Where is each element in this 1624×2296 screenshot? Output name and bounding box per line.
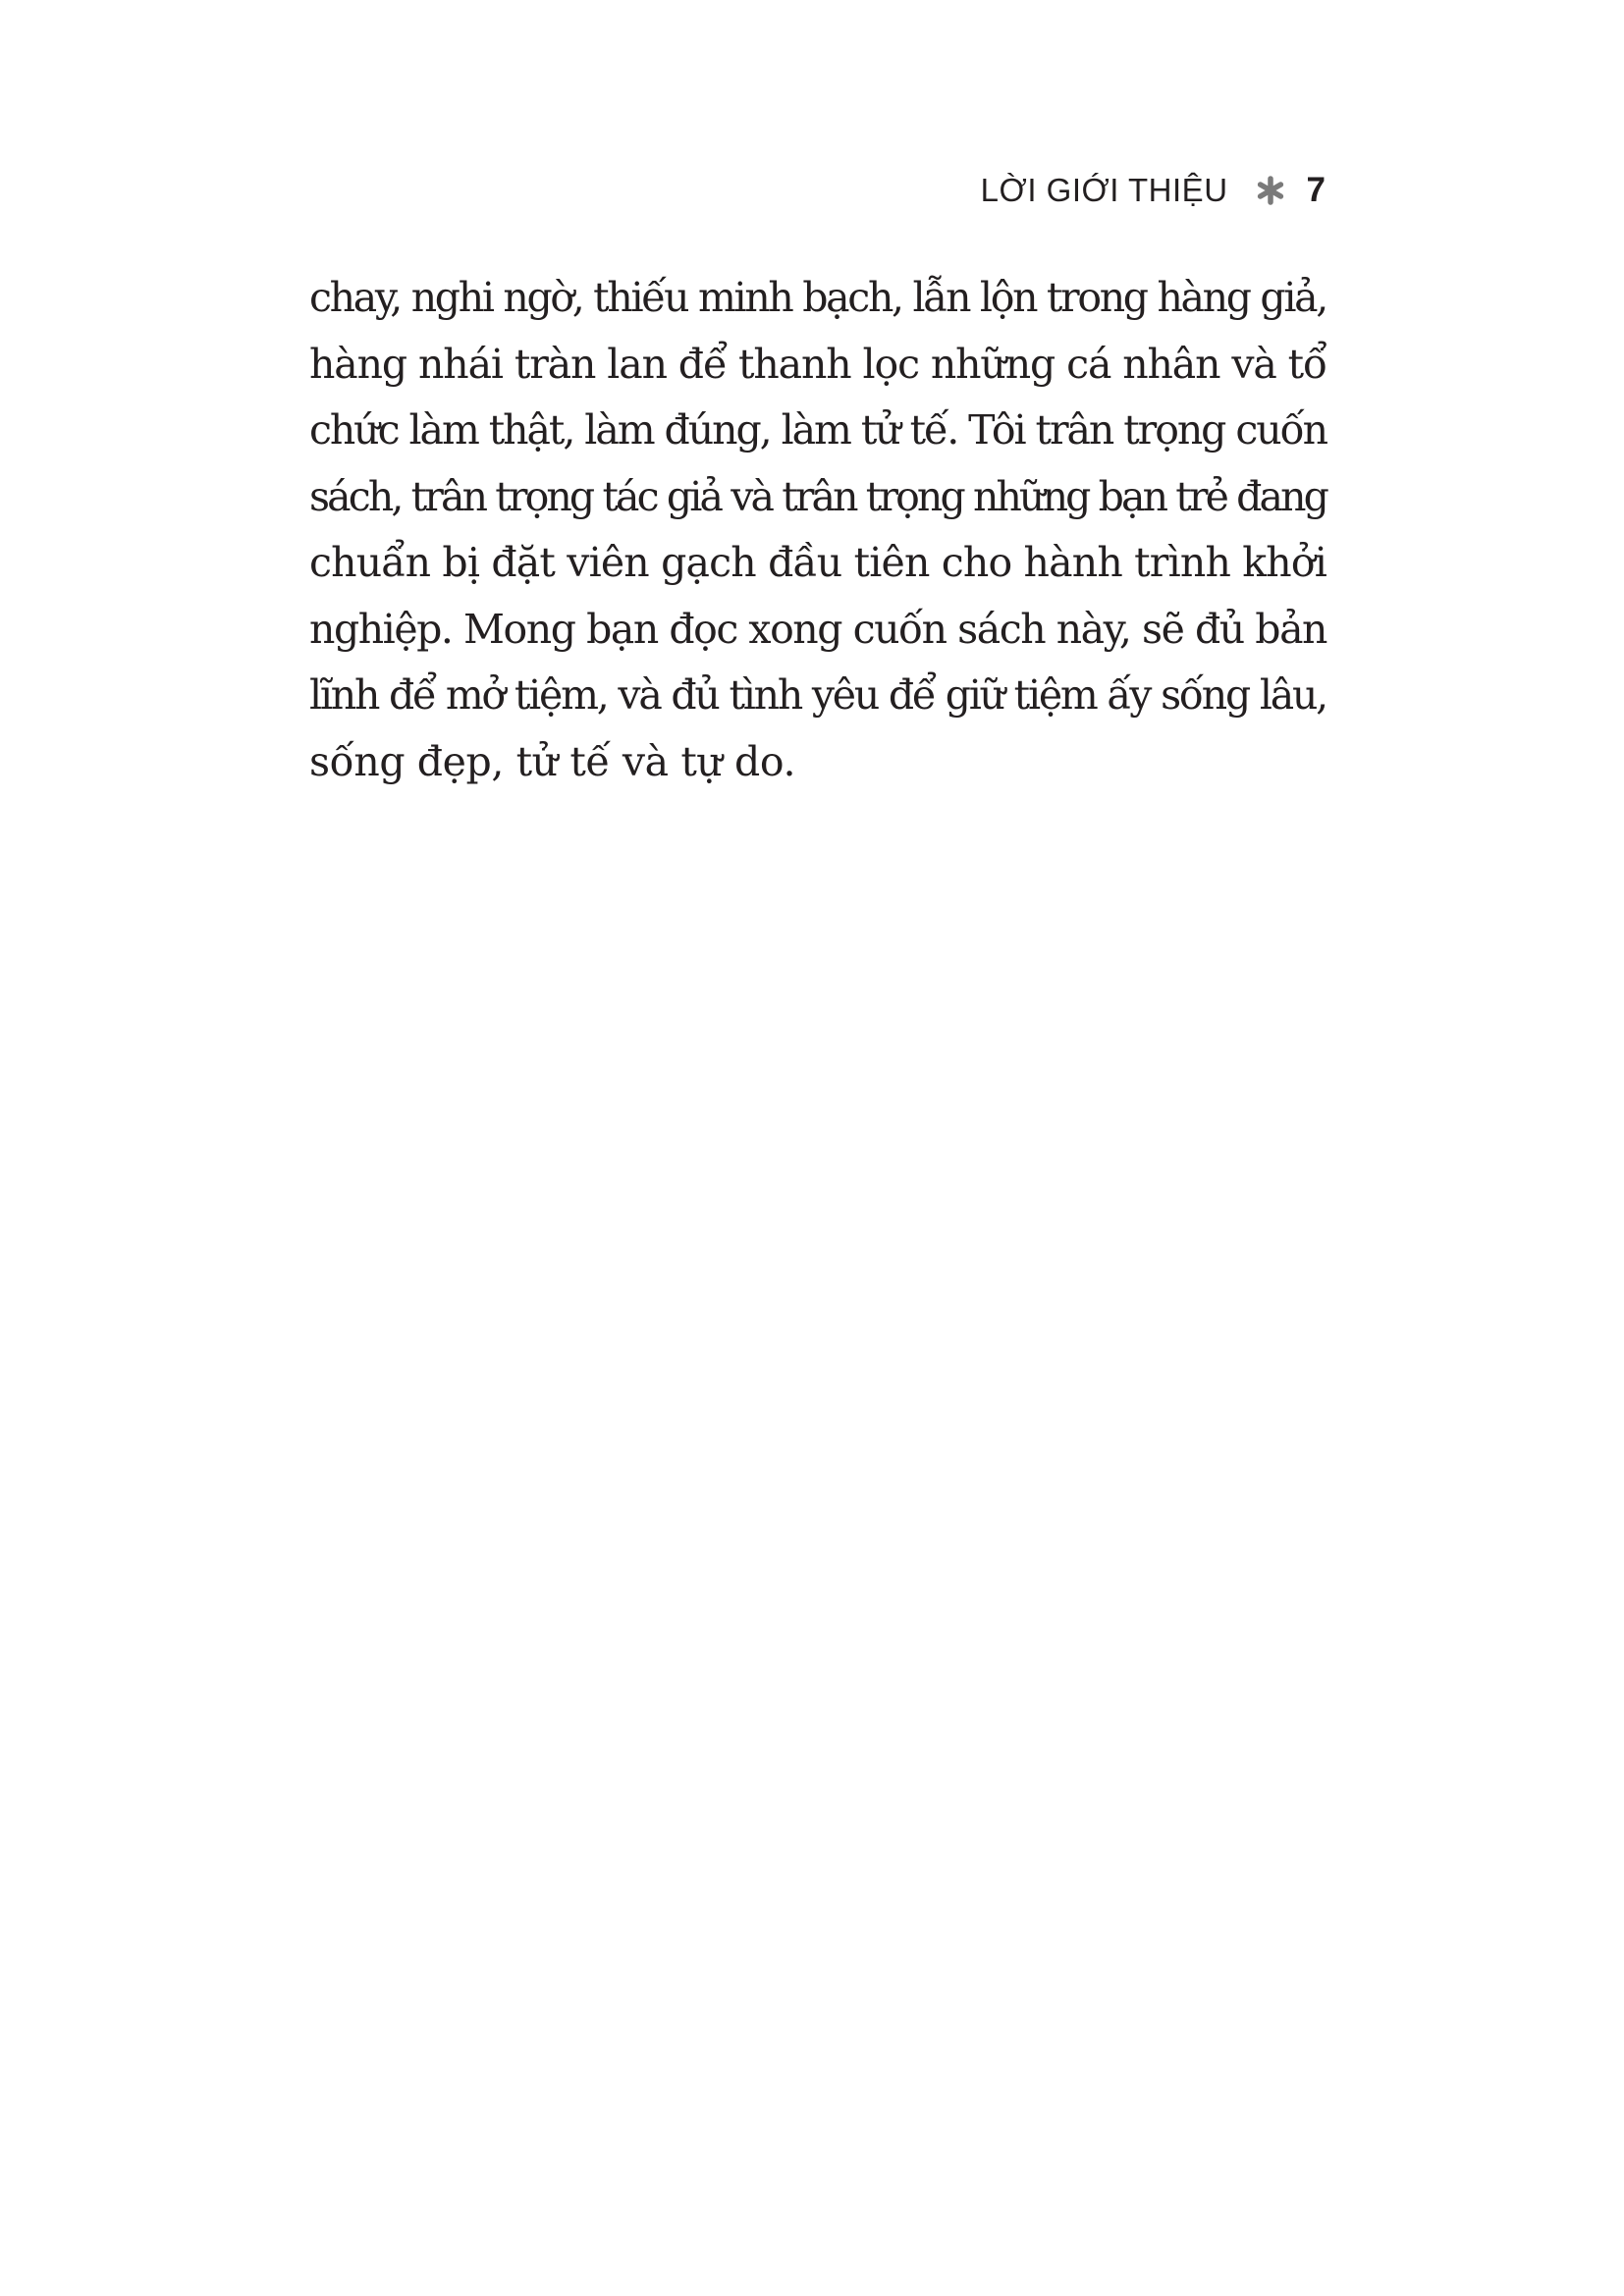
chapter-title: LỜI GIỚI THIỆU [980,172,1228,208]
text-line: chuẩn bị đặt viên gạch đầu tiên cho hành trình khởi [309,539,1326,586]
text-line: hàng nhái tràn lan để thanh lọc những cá nhân và tổ [309,340,1326,388]
text-line: nghiệp. Mong bạn đọc xong cuốn sách này, sẽ đủ bản [309,605,1326,653]
text-line: sách, trân trọng tác giả và trân trọng những bạn trẻ đang [309,472,1326,520]
page-number: 7 [1306,171,1326,209]
asterisk-icon [1256,176,1285,205]
text-line: sống đẹp, tử tế và tự do. [309,737,796,785]
text-line: chức làm thật, làm đúng, làm tử tế. Tôi trân trọng cuốn [309,406,1326,454]
body-paragraph [309,265,1326,795]
text-line: chay, nghi ngờ, thiếu minh bạch, lẫn lộn trong hàng giả, [309,274,1326,321]
text-line: lĩnh để mở tiệm, và đủ tình yêu để giữ tiệm ấy sống lâu, [309,671,1326,719]
running-header [981,171,1326,210]
